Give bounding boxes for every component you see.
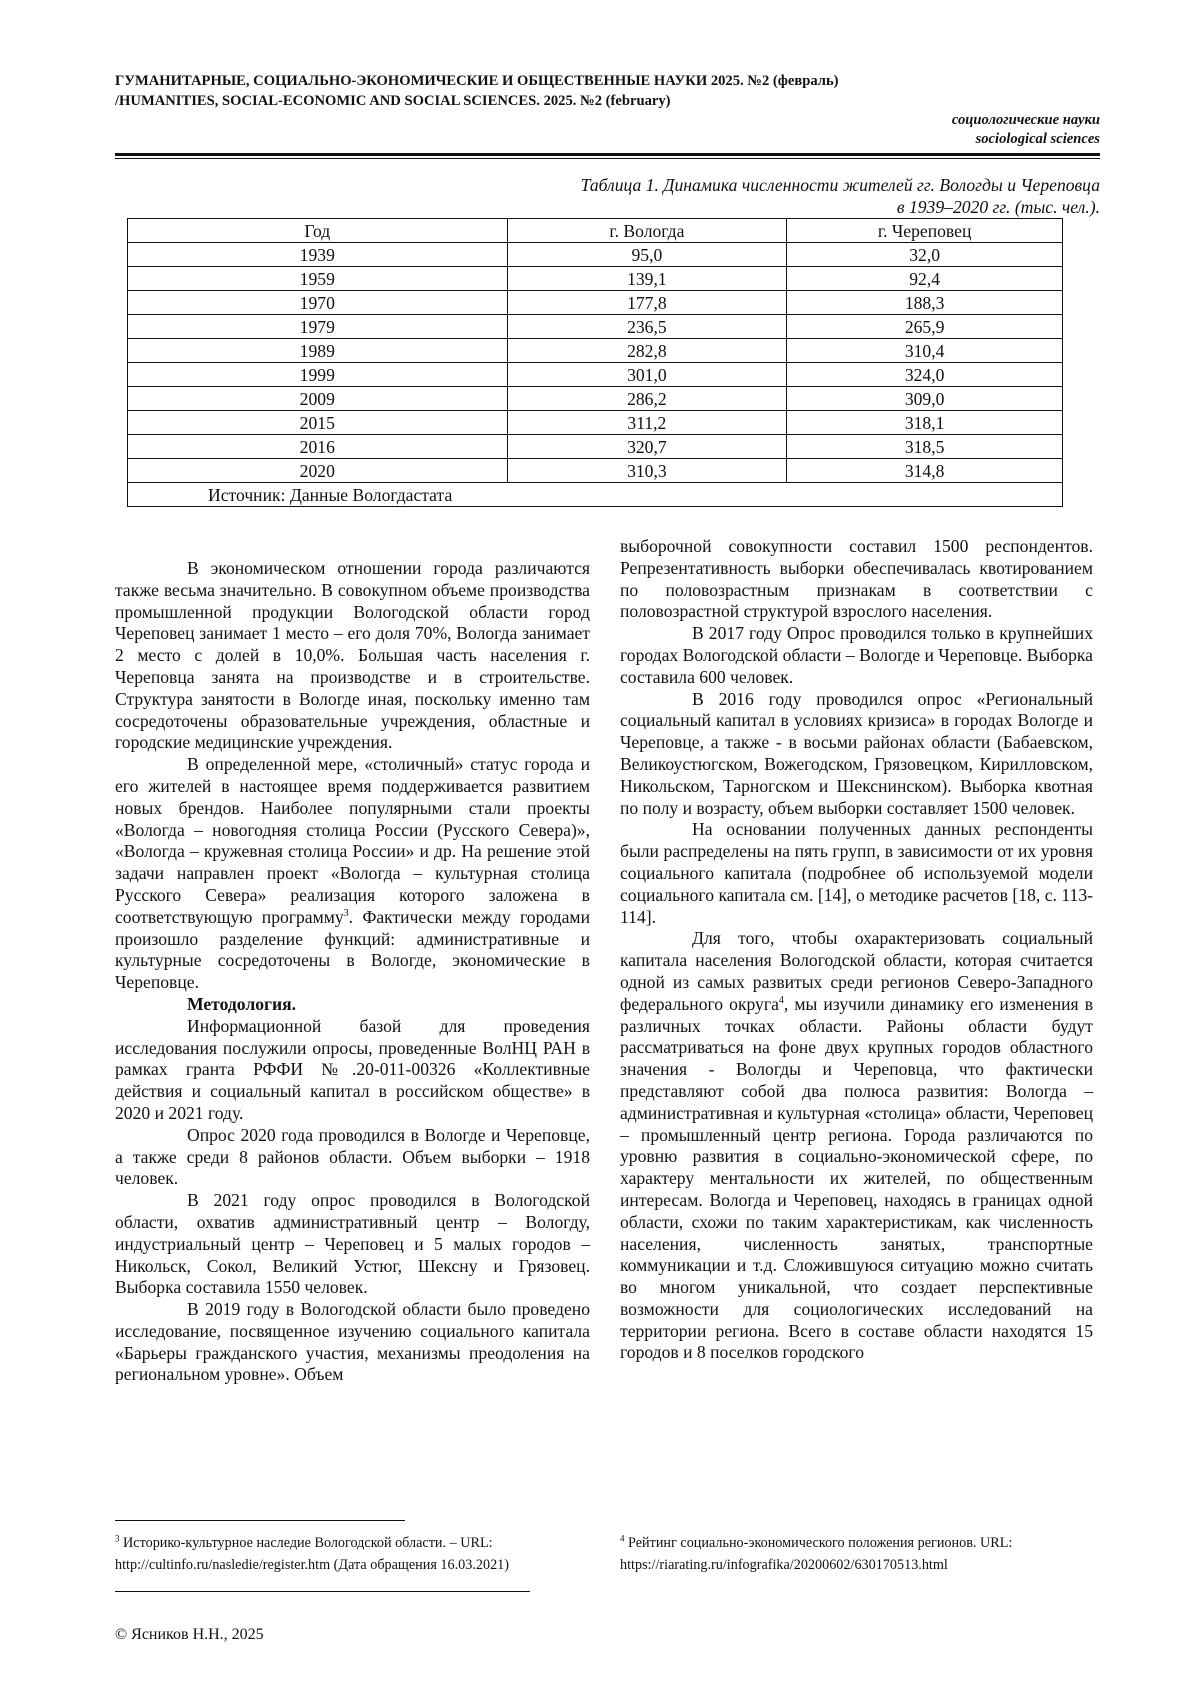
paragraph-region-characteristics: [620, 928, 1093, 1364]
cell-cherepovets: 265,9: [787, 315, 1063, 339]
footnote-text: Рейтинг социально-экономического положения регионов. URL: https://riarating.ru/infografika/20200602/630170513.html: [620, 1535, 1013, 1573]
cell-cherepovets: 318,1: [787, 411, 1063, 435]
table-row: [128, 459, 1063, 483]
paragraph-survey-2021: В 2021 году опрос проводился в Вологодской области, охватив административный центр – Вологду, индустриальный центр – Череповец и 5 малых городов – Никольск, Сокол, Великий Устюг, Шексну и Грязовец. Выборка составила 1550 человек.: [115, 1190, 590, 1298]
cell-year: 2009: [128, 387, 508, 411]
journal-header-ru: ГУМАНИТАРНЫЕ, СОЦИАЛЬНО-ЭКОНОМИЧЕСКИЕ И ОБЩЕСТВЕННЫЕ НАУКИ 2025. №2 (февраль): [115, 73, 839, 89]
footnote-ref-3: 3: [343, 907, 349, 919]
cell-year: 2015: [128, 411, 508, 435]
cell-vologda: 95,0: [507, 243, 787, 267]
footnote-3: [115, 1532, 595, 1576]
cell-vologda: 286,2: [507, 387, 787, 411]
cell-vologda: 310,3: [507, 459, 787, 483]
header-divider-thin: [115, 158, 1100, 159]
footnote-divider: [115, 1520, 405, 1521]
copyright-notice: © Ясников Н.Н., 2025: [115, 1626, 264, 1643]
cell-cherepovets: 318,5: [787, 435, 1063, 459]
population-table: [127, 218, 1063, 507]
cell-year: 1959: [128, 267, 508, 291]
table-row: [128, 339, 1063, 363]
table-source-row: [128, 483, 1063, 507]
footnote-text: Историко-культурное наследие Вологодской области. – URL: http://cultinfo.ru/nasledie/register.htm (Дата обращения 16.03.2021): [115, 1535, 509, 1573]
cell-vologda: 320,7: [507, 435, 787, 459]
paragraph-text: Для того, чтобы охарактеризовать социальный капитала населения Вологодской области, которая считается одной из самых развитых среди регионов Северо-Западного федерального округа: [620, 928, 1093, 1014]
table-row: [128, 315, 1063, 339]
cell-vologda: 177,8: [507, 291, 787, 315]
table-caption-line1: Таблица 1. Динамика численности жителей гг. Вологды и Череповца: [580, 175, 1100, 195]
header-divider-thick: [115, 153, 1100, 156]
cell-year: 1979: [128, 315, 508, 339]
table-caption-line2: в 1939–2020 гг. (тыс. чел.).: [896, 197, 1100, 217]
footnote-mark: 3: [115, 1533, 120, 1544]
cell-cherepovets: 92,4: [787, 267, 1063, 291]
left-text-column: [115, 558, 590, 1386]
cell-cherepovets: 32,0: [787, 243, 1063, 267]
paragraph-text: . Фактически между городами произошло разделение функций: административные и культурные сосредоточены в Вологде, экономические в Череповце.: [115, 906, 590, 993]
footnote-4: [620, 1532, 1100, 1576]
footnote-ref-4: 4: [778, 994, 784, 1006]
table-row: [128, 435, 1063, 459]
paragraph-text: В определенной мере, «столичный» статус города и его жителей в настоящее время поддерживается развитием новых брендов. Наиболее популярными стали проекты «Вологда – новогодняя столица России (Русского Севера)», «Вологда – кружевная столица России» и др. На решение этой задачи направлен проект «Вологда – культурная столица Русского Севера» реализация которого заложена в соответствующую программу: [115, 754, 590, 927]
column-header-cherepovets: г. Череповец: [787, 219, 1063, 243]
cell-vologda: 311,2: [507, 411, 787, 435]
table-source-note: Источник: Данные Вологдастата: [128, 483, 1063, 507]
paragraph-survey-2019: В 2019 году в Вологодской области было проведено исследование, посвященное изучению социального капитала «Барьеры гражданского участия, механизмы преодоления на региональном уровне». Объем: [115, 1299, 590, 1385]
journal-header-en: /HUMANITIES, SOCIAL-ECONOMIC AND SOCIAL SCIENCES. 2025. №2 (february): [115, 93, 671, 109]
column-header-year: Год: [128, 219, 508, 243]
table-row: [128, 363, 1063, 387]
table-row: [128, 243, 1063, 267]
cell-cherepovets: 188,3: [787, 291, 1063, 315]
footnote-mark: 4: [620, 1533, 625, 1544]
column-header-vologda: г. Вологда: [507, 219, 787, 243]
table-row: [128, 411, 1063, 435]
table-row: [128, 291, 1063, 315]
cell-cherepovets: 310,4: [787, 339, 1063, 363]
section-label-en: sociological sciences: [975, 131, 1100, 147]
table-row: [128, 267, 1063, 291]
table-row: [128, 387, 1063, 411]
right-text-column: [620, 536, 1093, 1364]
cell-year: 2016: [128, 435, 508, 459]
cell-vologda: 301,0: [507, 363, 787, 387]
paragraph-text: , мы изучили динамику его изменения в различных точках области. Районы области будут рассматриваться на фоне двух крупных городов областного значения - Вологды и Череповца, что фактически представляют собой два полюса развития: Вологда – административная и культурная «столица» области, Череповец – промышленный центр региона. Города различаются по уровню развития в социально-экономической сфере, по характеру ментальности их жителей, по общественным интересам. Вологда и Череповец, находясь в границах одной области, схожи по таким характеристикам, как численность населения, численность занятых, транспортные коммуникации и т.д. Сложившуюся ситуацию можно считать во многом уникальной, что создает перспективные возможности для социологических исследований на территории региона. Всего в составе области находятся 15 городов и 8 поселков городского: [620, 993, 1093, 1363]
paragraph-sample-continuation: выборочной совокупности составил 1500 респондентов. Репрезентативность выборки обеспечивалась квотированием по половозрастным признакам в соответствии с половозрастной структурой взрослого населения.: [620, 536, 1093, 622]
paragraph-groups: На основании полученных данных респонденты были распределены на пять групп, в зависимости от их уровня социального капитала (подробнее об используемой модели социального капитала см. [14], о методике расчетов [18, с. 113-114].: [620, 819, 1093, 927]
paragraph-info-base: Информационной базой для проведения исследования послужили опросы, проведенные ВолНЦ РАН в рамках гранта РФФИ №.20-011-00326 «Коллективные действия и социальный капитал в российском обществе» в 2020 и 2021 году.: [115, 1015, 590, 1123]
cell-year: 1999: [128, 363, 508, 387]
section-heading-methodology: Методология.: [187, 993, 297, 1014]
table-header-row: [128, 219, 1063, 243]
cell-vologda: 236,5: [507, 315, 787, 339]
cell-year: 1970: [128, 291, 508, 315]
cell-cherepovets: 314,8: [787, 459, 1063, 483]
cell-cherepovets: 324,0: [787, 363, 1063, 387]
cell-cherepovets: 309,0: [787, 387, 1063, 411]
cell-year: 1989: [128, 339, 508, 363]
cell-year: 2020: [128, 459, 508, 483]
cell-year: 1939: [128, 243, 508, 267]
paragraph-survey-2016: В 2016 году проводился опрос «Региональный социальный капитал в условиях кризиса» в городах Вологде и Череповце, а также - в восьми районах области (Бабаевском, Великоустюгском, Вожегодском, Грязовецком, Кирилловском, Никольском, Тарногском и Шекснинском). Выборка квотная по полу и возрасту, объем выборки составляет 1500 человек.: [620, 688, 1093, 818]
paragraph-survey-2020: Опрос 2020 года проводился в Вологде и Череповце, а также среди 8 районов области. Объем выборки – 1918 человек.: [115, 1124, 590, 1189]
paragraph-economics: В экономическом отношении города различаются также весьма значительно. В совокупном объеме производства промышленной продукции Вологодской области город Череповец занимает 1 место – его доля 70%, Вологда занимает 2 место с долей в 10,0%. Большая часть населения г. Череповца занята на производстве и в строительстве. Структура занятости в Вологде иная, поскольку именно там сосредоточены образовательные учреждения, областные и городские медицинские учреждения.: [115, 558, 590, 753]
paragraph-capital-status: [115, 754, 590, 994]
section-label-ru: социологические науки: [951, 112, 1100, 128]
paragraph-survey-2017: В 2017 году Опрос проводился только в крупнейших городах Вологодской области – Вологде и Череповце. Выборка составила 600 человек.: [620, 623, 1093, 687]
cell-vologda: 139,1: [507, 267, 787, 291]
cell-vologda: 282,8: [507, 339, 787, 363]
copyright-divider: [115, 1591, 530, 1592]
